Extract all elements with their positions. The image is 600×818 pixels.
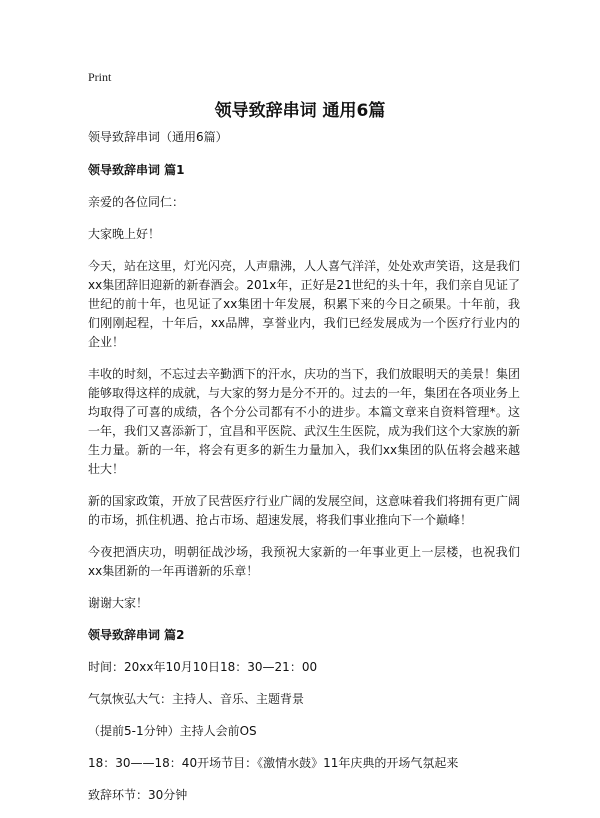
paragraph: 谢谢大家！ (88, 596, 149, 610)
paragraph: 亲爱的各位同仁： (88, 195, 185, 209)
document-body (88, 128, 520, 818)
paragraph: 丰收的时刻，不忘过去辛勤洒下的汗水，庆功的当下，我们放眼明天的美景！集团能够取得这样的成就，与大家的努力是分不开的。过去的一年，集团在各项业务上均取得了可喜的成绩，各个分公司都有不小的进步。本篇文章来自资料管理*。这一年，我们又喜添新丁，宜昌和平医院、武汉生生医院，成为我们这个大家族的新生力量。新的一年，将会有更多的新生力量加入，我们xx集团的队伍将会越来越壮大！ (88, 367, 521, 476)
paragraph: （提前5-1分钟）主持人会前OS (88, 724, 257, 738)
paragraph: 时间：20xx年10月10日18：30—21：00 (88, 660, 318, 674)
section-heading-2: 领导致辞串词 篇2 (88, 628, 185, 642)
paragraph: 致辞环节：30分钟 (88, 788, 188, 802)
section-heading-1: 领导致辞串词 篇1 (88, 163, 185, 177)
document-subtitle: 领导致辞串词（通用6篇） (88, 130, 228, 144)
paragraph: 气氛恢弘大气：主持人、音乐、主题背景 (88, 692, 305, 706)
paragraph: 今天，站在这里，灯光闪亮，人声鼎沸，人人喜气洋洋，处处欢声笑语，这是我们xx集团辞旧迎新的新春酒会。201x年，正好是21世纪的头十年，我们亲自见证了世纪的前十年，也见证了xx集团十年发展，积累下来的今日之硕果。十年前，我们刚刚起程，十年后，xx品牌，享誉业内，我们已经发展成为一个医疗行业内的企业！ (88, 259, 521, 349)
paragraph: 今夜把酒庆功，明朝征战沙场，我预祝大家新的一年事业更上一层楼，也祝我们xx集团新的一年再谱新的乐章！ (88, 545, 520, 578)
paragraph: 新的国家政策，开放了民营医疗行业广阔的发展空间，这意味着我们将拥有更广阔的市场，抓住机遇、抢占市场、超速发展，将我们事业推向下一个巅峰！ (88, 494, 521, 527)
paragraph: 大家晚上好！ (88, 227, 161, 241)
page-title: 领导致辞串词 通用6篇 (214, 101, 386, 121)
print-link[interactable]: Print (88, 70, 112, 84)
paragraph: 18：30——18：40开场节目：《激情水鼓》11年庆典的开场气氛起来 (88, 756, 459, 770)
